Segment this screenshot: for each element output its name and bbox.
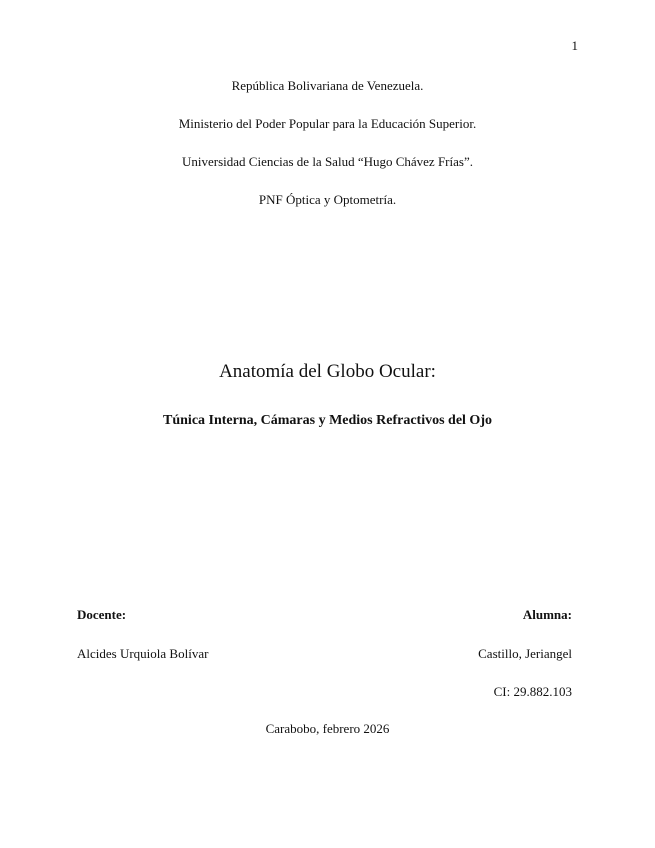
institution-program: PNF Óptica y Optometría.	[258, 192, 397, 207]
docente-label: Docente:	[77, 607, 127, 622]
document-title: Anatomía del Globo Ocular:	[219, 361, 436, 382]
docente-name: Alcides Urquiola Bolívar	[77, 646, 209, 661]
alumna-label: Alumna:	[522, 607, 572, 622]
alumna-ci: CI: 29.882.103	[493, 684, 572, 699]
place-date: Carabobo, febrero 2026	[265, 721, 390, 736]
document-subtitle: Túnica Interna, Cámaras y Medios Refractivos del Ojo	[163, 413, 492, 428]
institution-ministry: Ministerio del Poder Popular para la Educación Superior.	[178, 116, 477, 131]
page-number: 1	[571, 38, 578, 53]
institution-country: República Bolivariana de Venezuela.	[231, 78, 424, 93]
alumna-name: Castillo, Jeriangel	[478, 646, 572, 661]
institution-university: Universidad Ciencias de la Salud “Hugo Chávez Frías”.	[182, 154, 473, 169]
